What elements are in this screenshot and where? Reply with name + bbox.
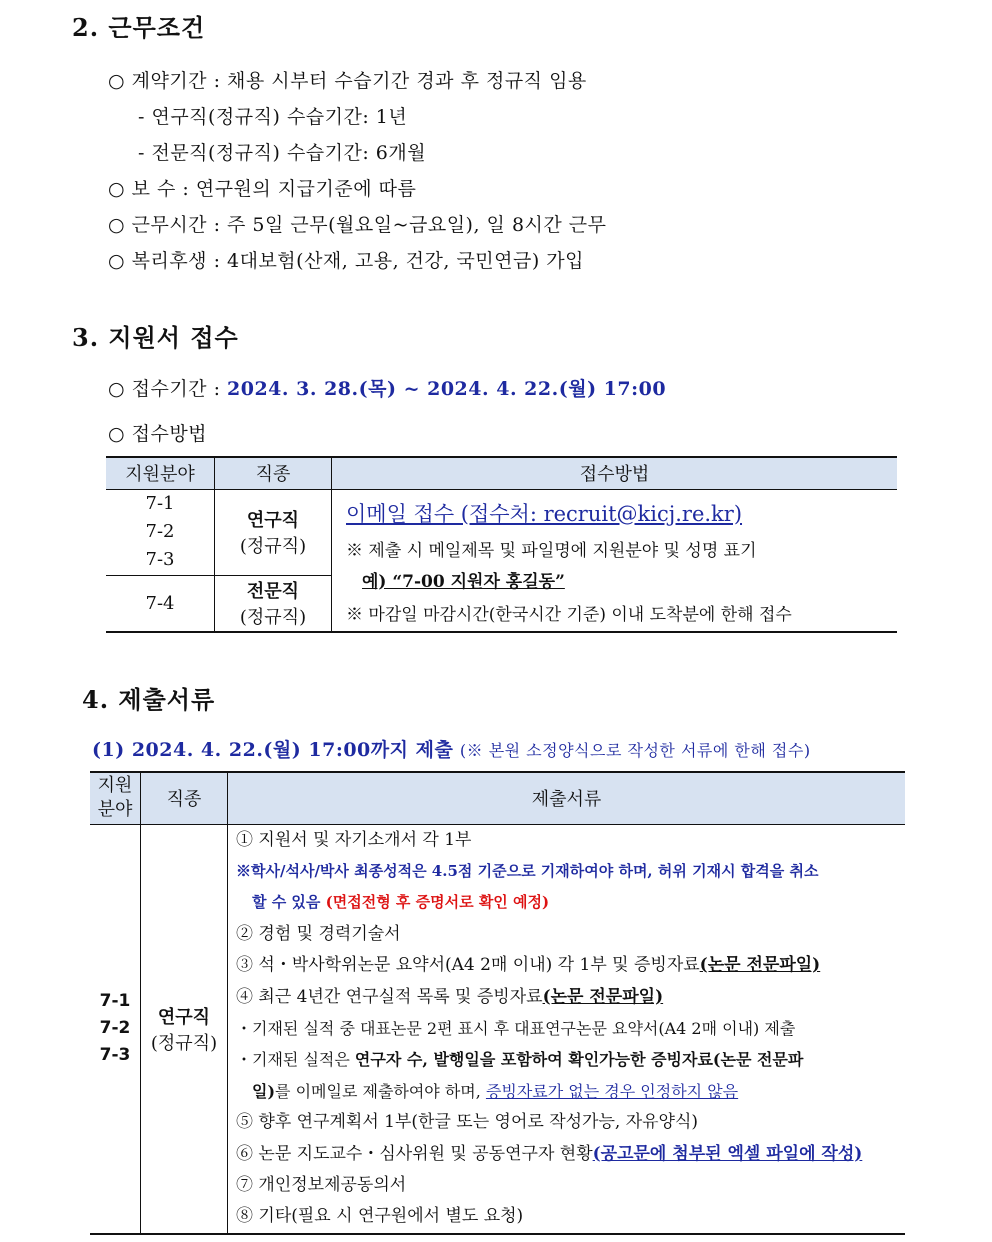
submission-deadline — [92, 735, 811, 762]
period-label: ○ 접수기간 : — [108, 378, 228, 400]
doc-4-b2-b: 를 이메일로 제출하여야 하며, — [275, 1081, 486, 1101]
col-header-field: 지원 분야 — [90, 772, 141, 824]
doc-4-b2-a: ・기재된 실적은 — [236, 1050, 355, 1070]
type-sub: (정규직) — [150, 1032, 218, 1054]
type-cell-research — [215, 489, 332, 575]
doc-3 — [236, 950, 905, 981]
docs-cell — [228, 824, 906, 1234]
field-item: 7-2 — [145, 521, 175, 542]
doc-1-note-red: (면접전형 후 증명서로 확인 예정) — [325, 893, 550, 912]
type-cell — [141, 824, 228, 1234]
doc-7: ⑦ 개인정보제공동의서 — [236, 1174, 407, 1195]
method-cell — [332, 489, 898, 632]
work-hours: ○ 근무시간 : 주 5일 근무(월요일~금요일), 일 8시간 근무 — [108, 214, 607, 236]
section-2-title: 2. 근무조건 — [72, 13, 206, 42]
field-cell-expert — [106, 575, 215, 632]
benefits: ○ 복리후생 : 4대보험(산재, 고용, 건강, 국민연금) 가입 — [108, 250, 585, 272]
doc-5: ⑤ 향후 연구계획서 1부(한글 또는 영어로 작성가능, 자유양식) — [236, 1112, 699, 1133]
doc-3-underline: (논문 전문파일) — [699, 955, 821, 976]
doc-1: ① 지원서 및 자기소개서 각 1부 — [236, 829, 472, 850]
research-probation: - 연구직(정규직) 수습기간: 1년 — [138, 106, 408, 128]
application-period — [108, 374, 666, 401]
field-item: 7-4 — [145, 592, 175, 614]
doc-4-b2-underline: 증빙자료가 없는 경우 인정하지 않음 — [485, 1081, 739, 1101]
field-item: 7-3 — [99, 1045, 131, 1066]
method-email: 이메일 접수 (접수처: recruit@kicj.re.kr) — [346, 501, 743, 526]
field-item: 7-1 — [99, 991, 131, 1012]
deadline-text: (1) 2024. 4. 22.(월) 17:00까지 제출 — [92, 739, 454, 761]
type-cell-expert — [215, 575, 332, 632]
doc-1-note: ※학사/석사/박사 최종성적은 4.5점 기준으로 기재하여야 하며, 허위 기재시 합격을 취소 — [236, 861, 819, 880]
section-3-title: 3. 지원서 접수 — [72, 323, 239, 352]
field-item: 7-3 — [145, 549, 175, 570]
col-header-field: 지원분야 — [106, 457, 215, 489]
type-sub: (정규직) — [239, 607, 307, 629]
period-value: 2024. 3. 28.(목) ~ 2024. 4. 22.(월) 17:00 — [227, 378, 667, 400]
field-cell — [90, 824, 141, 1234]
type-sub: (정규직) — [239, 536, 307, 557]
application-table — [106, 456, 897, 633]
field-item: 7-2 — [99, 1018, 131, 1039]
field-cell-research — [106, 489, 215, 575]
doc-6-text: ⑥ 논문 지도교수・심사위원 및 공동연구자 현황 — [236, 1143, 593, 1164]
doc-3-text: ③ 석・박사학위논문 요약서(A4 2매 이내) 각 1부 및 증빙자료 — [236, 955, 700, 976]
col-header-type: 직종 — [141, 772, 228, 824]
doc-6 — [236, 1139, 905, 1170]
doc-4-bullet-2 — [236, 1044, 905, 1075]
col-header-docs: 제출서류 — [228, 772, 906, 824]
doc-6-underline: (공고문에 첨부된 엑셀 파일에 작성) — [592, 1143, 863, 1164]
salary: ○ 보 수 : 연구원의 지급기준에 따름 — [108, 178, 417, 200]
doc-1-note-cont — [236, 887, 905, 918]
application-method-label: ○ 접수방법 — [108, 423, 208, 445]
field-item: 7-1 — [145, 493, 175, 514]
doc-4-b2-bold: 연구자 수, 발행일을 포함하여 확인가능한 증빙자료(논문 전문파 — [354, 1050, 804, 1070]
method-deadline-note: ※ 마감일 마감시간(한국시간 기준) 이내 도착분에 한해 접수 — [346, 604, 792, 625]
deadline-note: (※ 본원 소정양식으로 작성한 서류에 한해 접수) — [459, 741, 811, 760]
expert-probation: - 전문직(정규직) 수습기간: 6개월 — [138, 142, 427, 164]
doc-4-underline: (논문 전문파일) — [542, 986, 664, 1007]
method-note-title: ※ 제출 시 메일제목 및 파일명에 지원분야 및 성명 표기 — [346, 540, 757, 561]
section-4-title: 4. 제출서류 — [82, 685, 216, 714]
type-name: 연구직 — [157, 1006, 211, 1028]
type-name: 전문직 — [246, 581, 300, 603]
method-example: 예) “7-00 지원자 홍길동” — [362, 571, 565, 592]
doc-2: ② 경험 및 경력기술서 — [236, 923, 401, 944]
doc-8: ⑧ 기타(필요 시 연구원에서 별도 요청) — [236, 1206, 524, 1227]
contract-period: ○ 계약기간 : 채용 시부터 수습기간 경과 후 정규직 임용 — [108, 70, 587, 92]
col-header-method: 접수방법 — [332, 457, 898, 489]
col-header-type: 직종 — [215, 457, 332, 489]
doc-1-note-b: 할 수 있음 — [252, 893, 321, 912]
doc-4 — [236, 982, 905, 1013]
documents-table — [90, 771, 905, 1235]
doc-4-b2-bold2: 일) — [252, 1081, 276, 1101]
doc-4-bullet-2-cont — [236, 1076, 905, 1107]
doc-4-text: ④ 최근 4년간 연구실적 목록 및 증빙자료 — [236, 986, 543, 1007]
doc-4-bullet-1: ・기재된 실적 중 대표논문 2편 표시 후 대표연구논문 요약서(A4 2매 이내) 제출 — [236, 1018, 796, 1038]
type-name: 연구직 — [246, 510, 300, 531]
